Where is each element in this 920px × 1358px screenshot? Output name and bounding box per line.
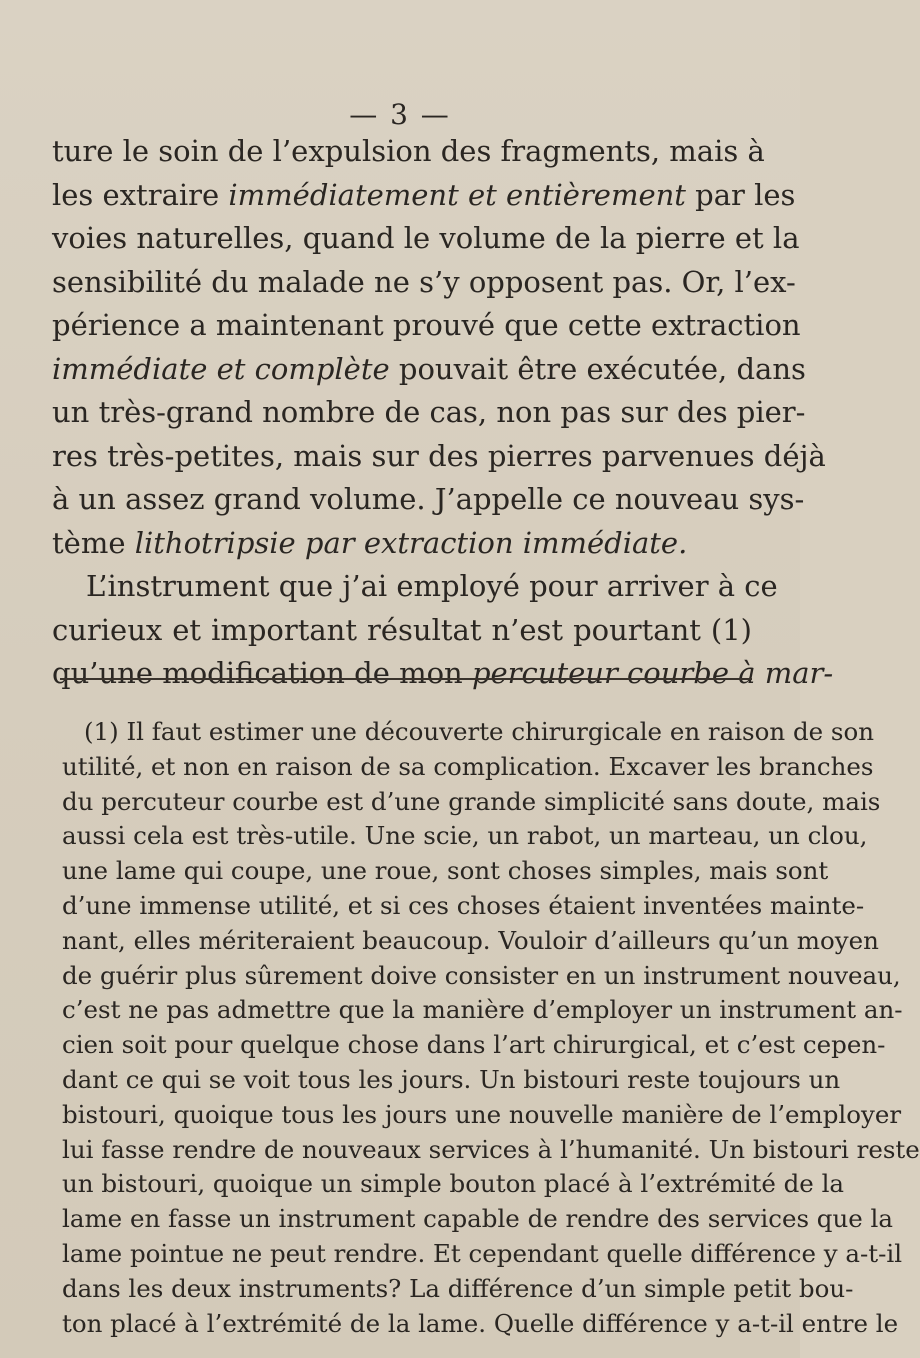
footnote-line: d’une immense utilité, et si ces choses étaient inventées mainte- — [62, 890, 865, 920]
footnote-line: dant ce qui se voit tous les jours. Un bistouri reste toujours un — [62, 1064, 841, 1094]
text-line: L’instrument que j’ai employé pour arriver à ce — [86, 569, 778, 603]
text-line: sensibilité du malade ne s’y opposent pas. Or, l’ex- — [52, 264, 796, 299]
footnote-line: (1) Il faut estimer une découverte chirurgicale en raison de son — [84, 717, 875, 746]
footnote-line: ton placé à l’extrémité de la lame. Quelle différence y a-t-il entre le — [62, 1308, 899, 1338]
footnote-line: bistouri, quoique tous les jours une nouvelle manière de l’employer — [62, 1099, 902, 1129]
page-number: — 3 — — [349, 98, 451, 131]
text-line: les extraire immédiatement et entièrement par les — [52, 177, 796, 212]
footnote-line: une lame qui coupe, une roue, sont choses simples, mais sont — [62, 856, 829, 886]
footnote-line: du percuteur courbe est d’une grande simplicité sans doute, mais — [62, 786, 881, 816]
text-line: un très-grand nombre de cas, non pas sur des pier- — [52, 395, 806, 429]
text-line: voies naturelles, quand le volume de la pierre et la — [52, 221, 800, 255]
text-line: qu’une modification de mon percuteur courbe à mar- — [52, 656, 834, 690]
footnote-line: dans les deux instruments? La différence d’un simple petit bou- — [62, 1273, 854, 1303]
footnote-line: nant, elles mériteraient beaucoup. Vouloir d’ailleurs qu’un moyen — [62, 925, 879, 955]
footnote-line: un bistouri, quoique un simple bouton placé à l’extrémité de la — [62, 1169, 845, 1199]
footnote-line: lui fasse rendre de nouveaux services à l’humanité. Un bistouri reste — [62, 1134, 920, 1164]
main-text-block — [52, 130, 834, 696]
text-line: à un assez grand volume. J’appelle ce nouveau sys- — [52, 482, 805, 516]
text-line: immédiate et complète pouvait être exécutée, dans — [52, 351, 806, 386]
text-line: ture le soin de l’expulsion des fragments, mais à — [52, 134, 765, 168]
footnote-line: cien soit pour quelque chose dans l’art chirurgical, et c’est cepen- — [62, 1030, 886, 1060]
footnote-line: lame pointue ne peut rendre. Et cependant quelle différence y a-t-il — [62, 1238, 903, 1268]
footnote-separator — [60, 678, 752, 680]
footnote-line: lame en fasse un instrument capable de rendre des services que la — [62, 1204, 893, 1234]
footnote-block — [62, 715, 920, 1341]
footnote-line: de guérir plus sûrement doive consister en un instrument nouveau, — [62, 960, 901, 990]
text-line: res très-petites, mais sur des pierres parvenues déjà — [52, 438, 826, 473]
footnote-line: aussi cela est très-utile. Une scie, un rabot, un marteau, un clou, — [62, 821, 868, 851]
text-line: tème lithotripsie par extraction immédiate. — [52, 525, 688, 560]
text-line: curieux et important résultat n’est pourtant (1) — [52, 612, 752, 647]
footnote-line: c’est ne pas admettre que la manière d’employer un instrument an- — [62, 995, 903, 1025]
text-line: périence a maintenant prouvé que cette extraction — [52, 308, 801, 342]
footnote-line: utilité, et non en raison de sa complication. Excaver les branches — [62, 751, 874, 781]
